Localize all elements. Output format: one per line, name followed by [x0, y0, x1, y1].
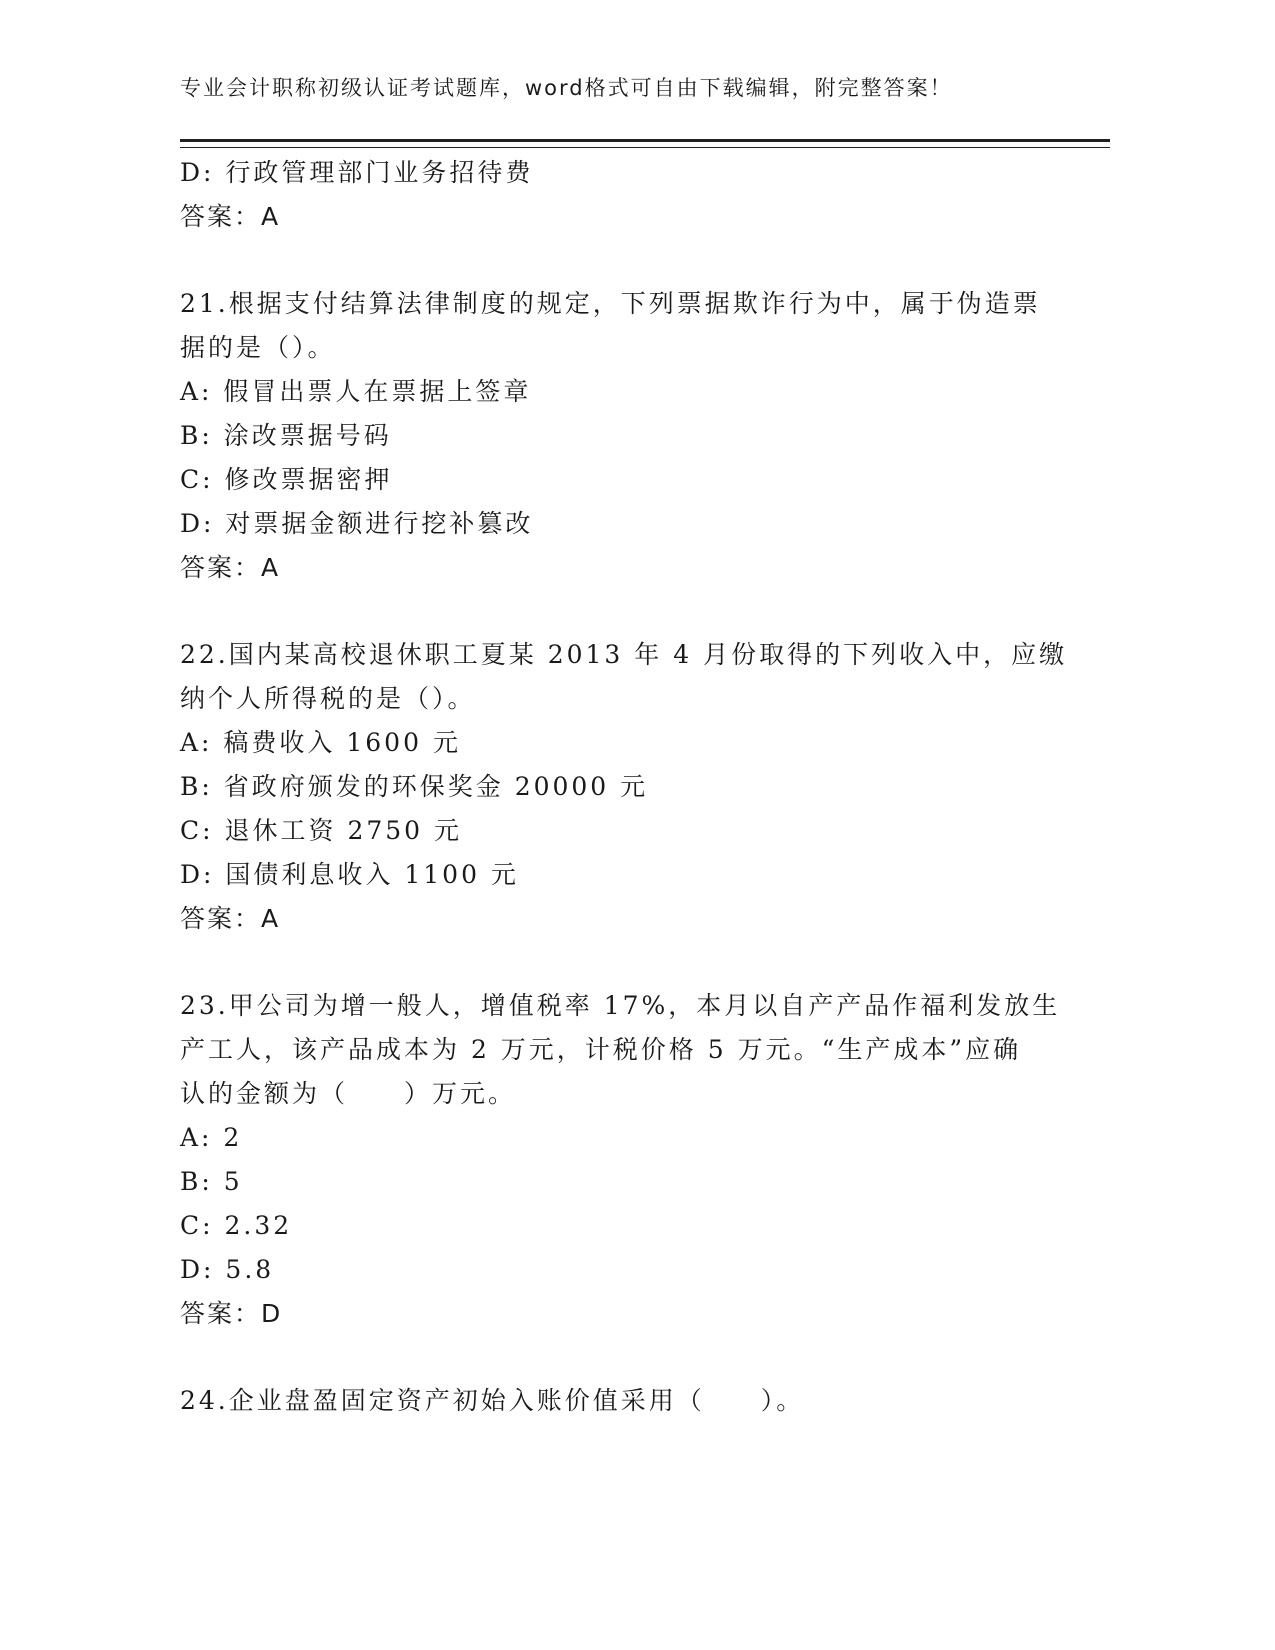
option-b: B: 涂改票据号码: [180, 421, 392, 450]
question-stem-line: 据的是（）。: [180, 333, 336, 362]
question-22: [180, 633, 1068, 941]
spacer: [180, 239, 1040, 282]
option-d: D: 行政管理部门业务招待费: [180, 158, 534, 187]
previous-question-tail: [180, 151, 1040, 239]
question-stem-line: 22.国内某高校退休职工夏某 2013 年 4 月份取得的下列收入中，应缴: [180, 640, 1068, 669]
answer-line: 答案：A: [180, 202, 281, 231]
option-c: C: 2.32: [180, 1211, 293, 1240]
option-d: D: 对票据金额进行挖补篡改: [180, 509, 534, 538]
option-a: A: 2: [180, 1123, 243, 1152]
question-24: [180, 1379, 1040, 1423]
question-content: [180, 151, 1068, 1423]
answer-line: 答案：D: [180, 1299, 283, 1328]
option-b: B: 5: [180, 1167, 243, 1196]
question-23: [180, 984, 1061, 1336]
option-c: C: 修改票据密押: [180, 465, 393, 494]
page-header: 专业会计职称初级认证考试题库，word格式可自由下载编辑，附完整答案！: [180, 76, 953, 100]
question-stem-line: 24.企业盘盈固定资产初始入账价值采用（ ）。: [180, 1386, 805, 1415]
option-b: B: 省政府颁发的环保奖金 20000 元: [180, 772, 649, 801]
question-stem-line: 认的金额为（ ）万元。: [180, 1079, 517, 1108]
spacer: [180, 941, 1040, 984]
option-a: A: 稿费收入 1600 元: [180, 728, 461, 757]
option-d: D: 5.8: [180, 1255, 275, 1284]
question-stem-line: 21.根据支付结算法律制度的规定，下列票据欺诈行为中，属于伪造票: [180, 289, 1041, 318]
question-stem-line: 23.甲公司为增一般人，增值税率 17%，本月以自产产品作福利发放生: [180, 991, 1061, 1020]
question-21: [180, 282, 1040, 590]
header-rule-thick: [180, 139, 1110, 142]
question-stem-line: 纳个人所得税的是（）。: [180, 684, 476, 713]
answer-line: 答案：A: [180, 553, 281, 582]
option-c: C: 退休工资 2750 元: [180, 816, 463, 845]
question-stem-line: 产工人，该产品成本为 2 万元，计税价格 5 万元。“生产成本”应确: [180, 1035, 1022, 1064]
option-d: D: 国债利息收入 1100 元: [180, 860, 519, 889]
option-a: A: 假冒出票人在票据上签章: [180, 377, 532, 406]
header-rule-thin: [180, 147, 1110, 148]
spacer: [180, 1336, 1040, 1379]
spacer: [180, 590, 1040, 633]
answer-line: 答案：A: [180, 904, 281, 933]
